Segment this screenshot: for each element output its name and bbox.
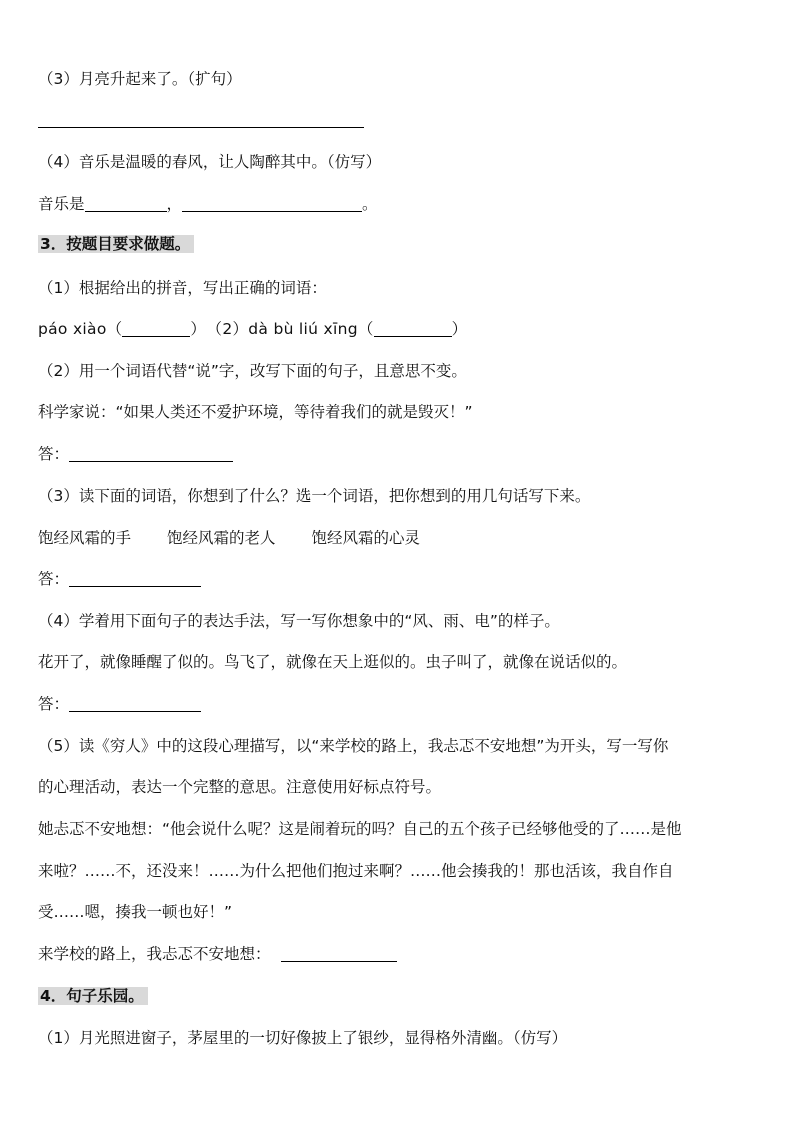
section-3-heading: 3．按题目要求做题。 — [38, 233, 194, 255]
blank-field[interactable] — [182, 195, 362, 212]
example-sentence: 花开了，就像睡醒了似的。鸟飞了，就像在天上逛似的。虫子叫了，就像在说话似的。 — [38, 653, 628, 671]
passage-line2: 来啦？……不，还没来！……为什么把他们抱过来啊？……他会揍我的！那也活该，我自作自 — [38, 862, 674, 880]
pinyin-line: páo xiào（ ） （2）dà bù liú xīng（ ） — [38, 320, 468, 338]
passage-line1: 她忐忑不安地想：“他会说什么呢？这是闹着玩的吗？自己的五个孩子已经够他受的了……是他 — [38, 820, 682, 838]
blank-field[interactable] — [69, 695, 201, 712]
blank-field[interactable] — [69, 570, 201, 587]
answer-line[interactable] — [38, 127, 364, 128]
question-3-3: （3）月亮升起来了。（扩句） — [38, 70, 242, 88]
answer-line: 答： — [38, 568, 201, 590]
fill-line-music: 音乐是 ， 。 — [38, 195, 378, 213]
section-4-heading: 4．句子乐园。 — [38, 985, 148, 1007]
answer-line: 答： — [38, 693, 201, 715]
question-3: （3）读下面的词语，你想到了什么？选一个词语，把你想到的用几句话写下来。 — [38, 487, 591, 505]
question-4: （4）学着用下面句子的表达手法，写一写你想象中的“风、雨、电”的样子。 — [38, 612, 560, 630]
question-5-line1: （5）读《穷人》中的这段心理描写，以“来学校的路上，我忐忑不安地想”为开头，写一写你 — [38, 737, 669, 755]
question-4-1: （1）月光照进窗子，茅屋里的一切好像披上了银纱，显得格外清幽。（仿写） — [38, 1029, 568, 1047]
quote-scientist: 科学家说：“如果人类还不爱护环境，等待着我们的就是毁灭！” — [38, 403, 473, 421]
question-2: （2）用一个词语代替“说”字，改写下面的句子，且意思不变。 — [38, 362, 467, 380]
blank-field[interactable] — [122, 320, 190, 337]
blank-field[interactable] — [85, 195, 167, 212]
blank-field[interactable] — [374, 320, 452, 337]
question-3-4: （4）音乐是温暖的春风，让人陶醉其中。（仿写） — [38, 153, 382, 171]
passage-line3: 受……嗯，揍我一顿也好！” — [38, 903, 233, 921]
blank-field[interactable] — [69, 445, 233, 462]
question-5-line2: 的心理活动，表达一个完整的意思。注意使用好标点符号。 — [38, 778, 442, 796]
blank-field[interactable] — [281, 945, 397, 962]
answer-line: 答： — [38, 443, 233, 465]
word-options: 饱经风霜的手 饱经风霜的老人 饱经风霜的心灵 — [38, 529, 421, 547]
answer-line-school: 来学校的路上，我忐忑不安地想： — [38, 943, 397, 965]
question-1: （1）根据给出的拼音，写出正确的词语： — [38, 279, 327, 297]
